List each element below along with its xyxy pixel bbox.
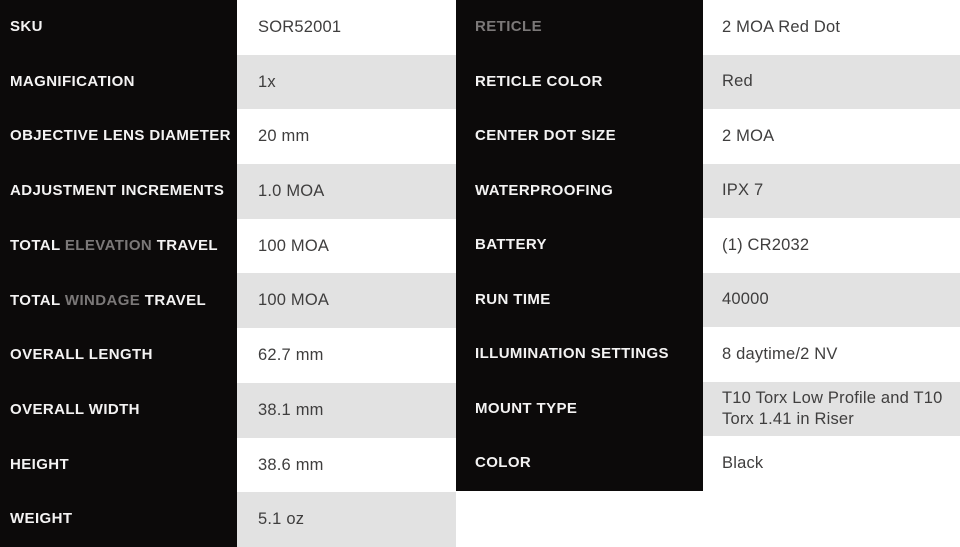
- label-text: OVERALL WIDTH: [10, 400, 140, 418]
- value-text: (1) CR2032: [722, 235, 810, 254]
- label-text: MOUNT TYPE: [475, 399, 578, 417]
- spec-label: [456, 55, 703, 110]
- label-text: BATTERY: [475, 236, 547, 253]
- spec-value: [703, 55, 960, 110]
- label-text: OVERALL LENGTH: [10, 346, 153, 364]
- label-text: MAGNIFICATION: [10, 72, 135, 90]
- spec-label: [456, 382, 703, 437]
- spec-value: [237, 219, 456, 274]
- spec-value: [703, 273, 960, 328]
- spec-value: [237, 0, 456, 55]
- spec-value: [703, 109, 960, 164]
- spec-label: [0, 164, 237, 219]
- value-text: 100 MOA: [258, 291, 330, 310]
- spec-value: [703, 218, 960, 273]
- label-text: RETICLE COLOR: [475, 72, 603, 90]
- spec-value: [237, 55, 456, 110]
- spec-table-right: [456, 0, 960, 491]
- spec-value: [703, 436, 960, 491]
- label-text: HEIGHT: [10, 455, 70, 473]
- spec-label: [0, 0, 237, 55]
- spec-row-objective-lens-diameter: [0, 109, 456, 164]
- spec-value: [237, 109, 456, 164]
- spec-value: [703, 164, 960, 219]
- spec-value: [703, 0, 960, 55]
- spec-value: [237, 273, 456, 328]
- label-muted-word: WINDAGE: [64, 291, 141, 309]
- spec-row-reticle: [456, 0, 960, 55]
- spec-label: [0, 383, 237, 438]
- value-text: 1.0 MOA: [258, 182, 325, 201]
- spec-label: [456, 164, 703, 219]
- spec-row-battery: [456, 218, 960, 273]
- spec-row-total-windage-travel: [0, 273, 456, 328]
- spec-label: [0, 109, 237, 164]
- spec-row-illumination-settings: [456, 327, 960, 382]
- spec-row-sku: [0, 0, 456, 55]
- label-text: SKU: [10, 18, 43, 36]
- spec-row-magnification: [0, 55, 456, 110]
- spec-row-reticle-color: [456, 55, 960, 110]
- spec-value: [237, 492, 456, 547]
- spec-row-mount-type: [456, 382, 960, 437]
- value-text: 38.1 mm: [258, 400, 324, 419]
- value-text: 2 MOA: [722, 126, 775, 145]
- value-text: Black: [722, 453, 764, 472]
- spec-label: [456, 327, 703, 382]
- spec-value: [703, 382, 960, 437]
- value-text: T10 Torx Low Profile and T10 Torx 1.41 in Riser: [722, 389, 943, 428]
- label-text: CENTER DOT SIZE: [475, 127, 617, 144]
- spec-label: [456, 436, 703, 491]
- label-text: COLOR: [475, 454, 532, 471]
- value-text: 40000: [722, 290, 769, 309]
- value-text: 20 mm: [258, 127, 310, 146]
- spec-label: [456, 109, 703, 164]
- label-text: TOTAL WINDAGE TRAVEL: [10, 291, 207, 309]
- spec-row-color: [456, 436, 960, 491]
- label-text: RUN TIME: [475, 290, 551, 308]
- label-text: OBJECTIVE LENS DIAMETER: [10, 127, 231, 145]
- spec-label: [0, 273, 237, 328]
- value-text: 5.1 oz: [258, 510, 305, 529]
- spec-label: [0, 328, 237, 383]
- spec-value: [703, 327, 960, 382]
- label-text: TOTAL ELEVATION TRAVEL: [10, 236, 218, 254]
- spec-row-weight: [0, 492, 456, 547]
- spec-row-waterproofing: [456, 164, 960, 219]
- spec-label: [0, 55, 237, 110]
- spec-row-run-time: [456, 273, 960, 328]
- label-text: ILLUMINATION SETTINGS: [475, 345, 669, 362]
- spec-row-overall-length: [0, 328, 456, 383]
- spec-label: [456, 0, 703, 55]
- label-muted-word: ELEVATION: [64, 236, 153, 254]
- value-text: Red: [722, 72, 753, 91]
- spec-label: [456, 218, 703, 273]
- value-text: 38.6 mm: [258, 455, 324, 474]
- value-text: SOR52001: [258, 18, 342, 37]
- spec-row-center-dot-size: [456, 109, 960, 164]
- spec-label: [0, 492, 237, 547]
- spec-table-left: [0, 0, 456, 547]
- spec-value: [237, 438, 456, 493]
- label-text: ADJUSTMENT INCREMENTS: [10, 182, 225, 200]
- spec-label: [0, 219, 237, 274]
- spec-row-height: [0, 438, 456, 493]
- value-text: 8 daytime/2 NV: [722, 344, 838, 363]
- spec-value: [237, 383, 456, 438]
- label-text: WATERPROOFING: [475, 181, 614, 199]
- spec-label: [0, 438, 237, 493]
- spec-row-adjustment-increments: [0, 164, 456, 219]
- value-text: 100 MOA: [258, 236, 330, 255]
- value-text: 1x: [258, 72, 276, 91]
- value-text: 2 MOA Red Dot: [722, 17, 841, 36]
- spec-label: [456, 273, 703, 328]
- value-text: 62.7 mm: [258, 346, 324, 365]
- spec-value: [237, 328, 456, 383]
- spec-row-total-elevation-travel: [0, 219, 456, 274]
- spec-row-overall-width: [0, 383, 456, 438]
- spec-value: [237, 164, 456, 219]
- label-muted-word: RETICLE: [475, 18, 542, 35]
- value-text: IPX 7: [722, 181, 764, 200]
- label-text: WEIGHT: [10, 510, 73, 528]
